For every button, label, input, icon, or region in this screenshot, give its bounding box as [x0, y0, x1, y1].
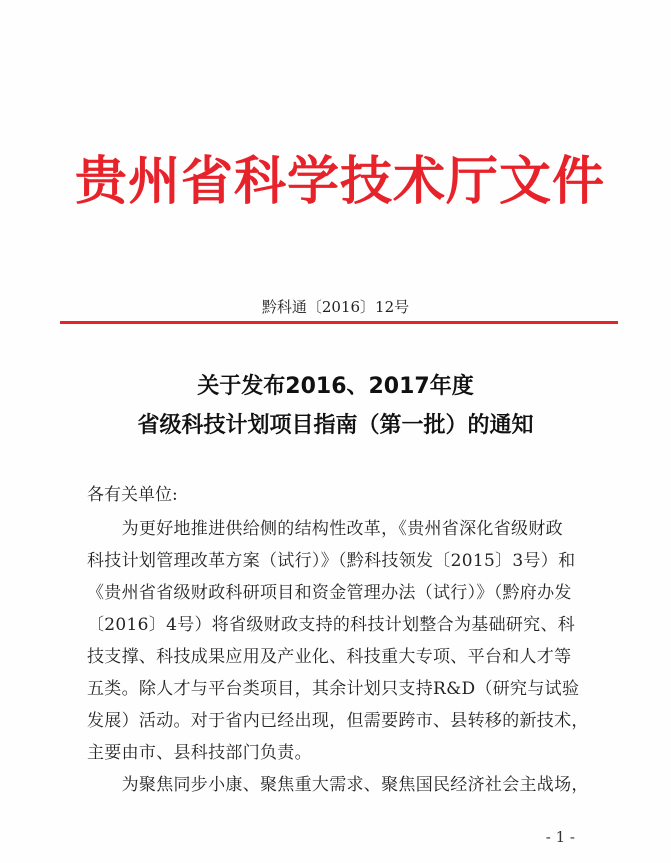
body-line: 发展）活动。对于省内已经出现，但需要跨市、县转移的新技术，: [87, 711, 589, 731]
salutation: 各有关单位:: [87, 485, 178, 505]
body-line: 主要由市、县科技部门负责。: [87, 743, 312, 763]
page-number: - 1 -: [545, 828, 575, 846]
document-number: 黔科通〔2016〕12号: [261, 298, 410, 316]
body-line: 《贵州省省级财政科研项目和资金管理办法（试行）》（黔府办发: [87, 583, 572, 603]
body-line: 为聚焦同步小康、聚焦重大需求、聚焦国民经济社会主战场，: [87, 775, 589, 795]
notice-title-line-1: 关于发布2016、2017年度: [197, 374, 474, 399]
document-header-title: 贵州省科学技术厅文件: [74, 152, 605, 212]
notice-title-line-2: 省级科技计划项目指南（第一批）的通知: [137, 413, 534, 438]
body-line: 〔2016〕4号）将省级财政支持的科技计划整合为基础研究、科: [87, 615, 576, 635]
red-divider-line: [60, 321, 618, 324]
body-line: 五类。除人才与平台类项目，其余计划只支持R&D（研究与试验: [87, 679, 580, 699]
body-line: 技支撑、科技成果应用及产业化、科技重大专项、平台和人才等: [87, 647, 572, 667]
body-line: 科技计划管理改革方案（试行）》（黔科技领发〔2015〕3号）和: [87, 551, 576, 571]
body-line: 为更好地推进供给侧的结构性改革，《贵州省深化省级财政: [87, 519, 563, 539]
